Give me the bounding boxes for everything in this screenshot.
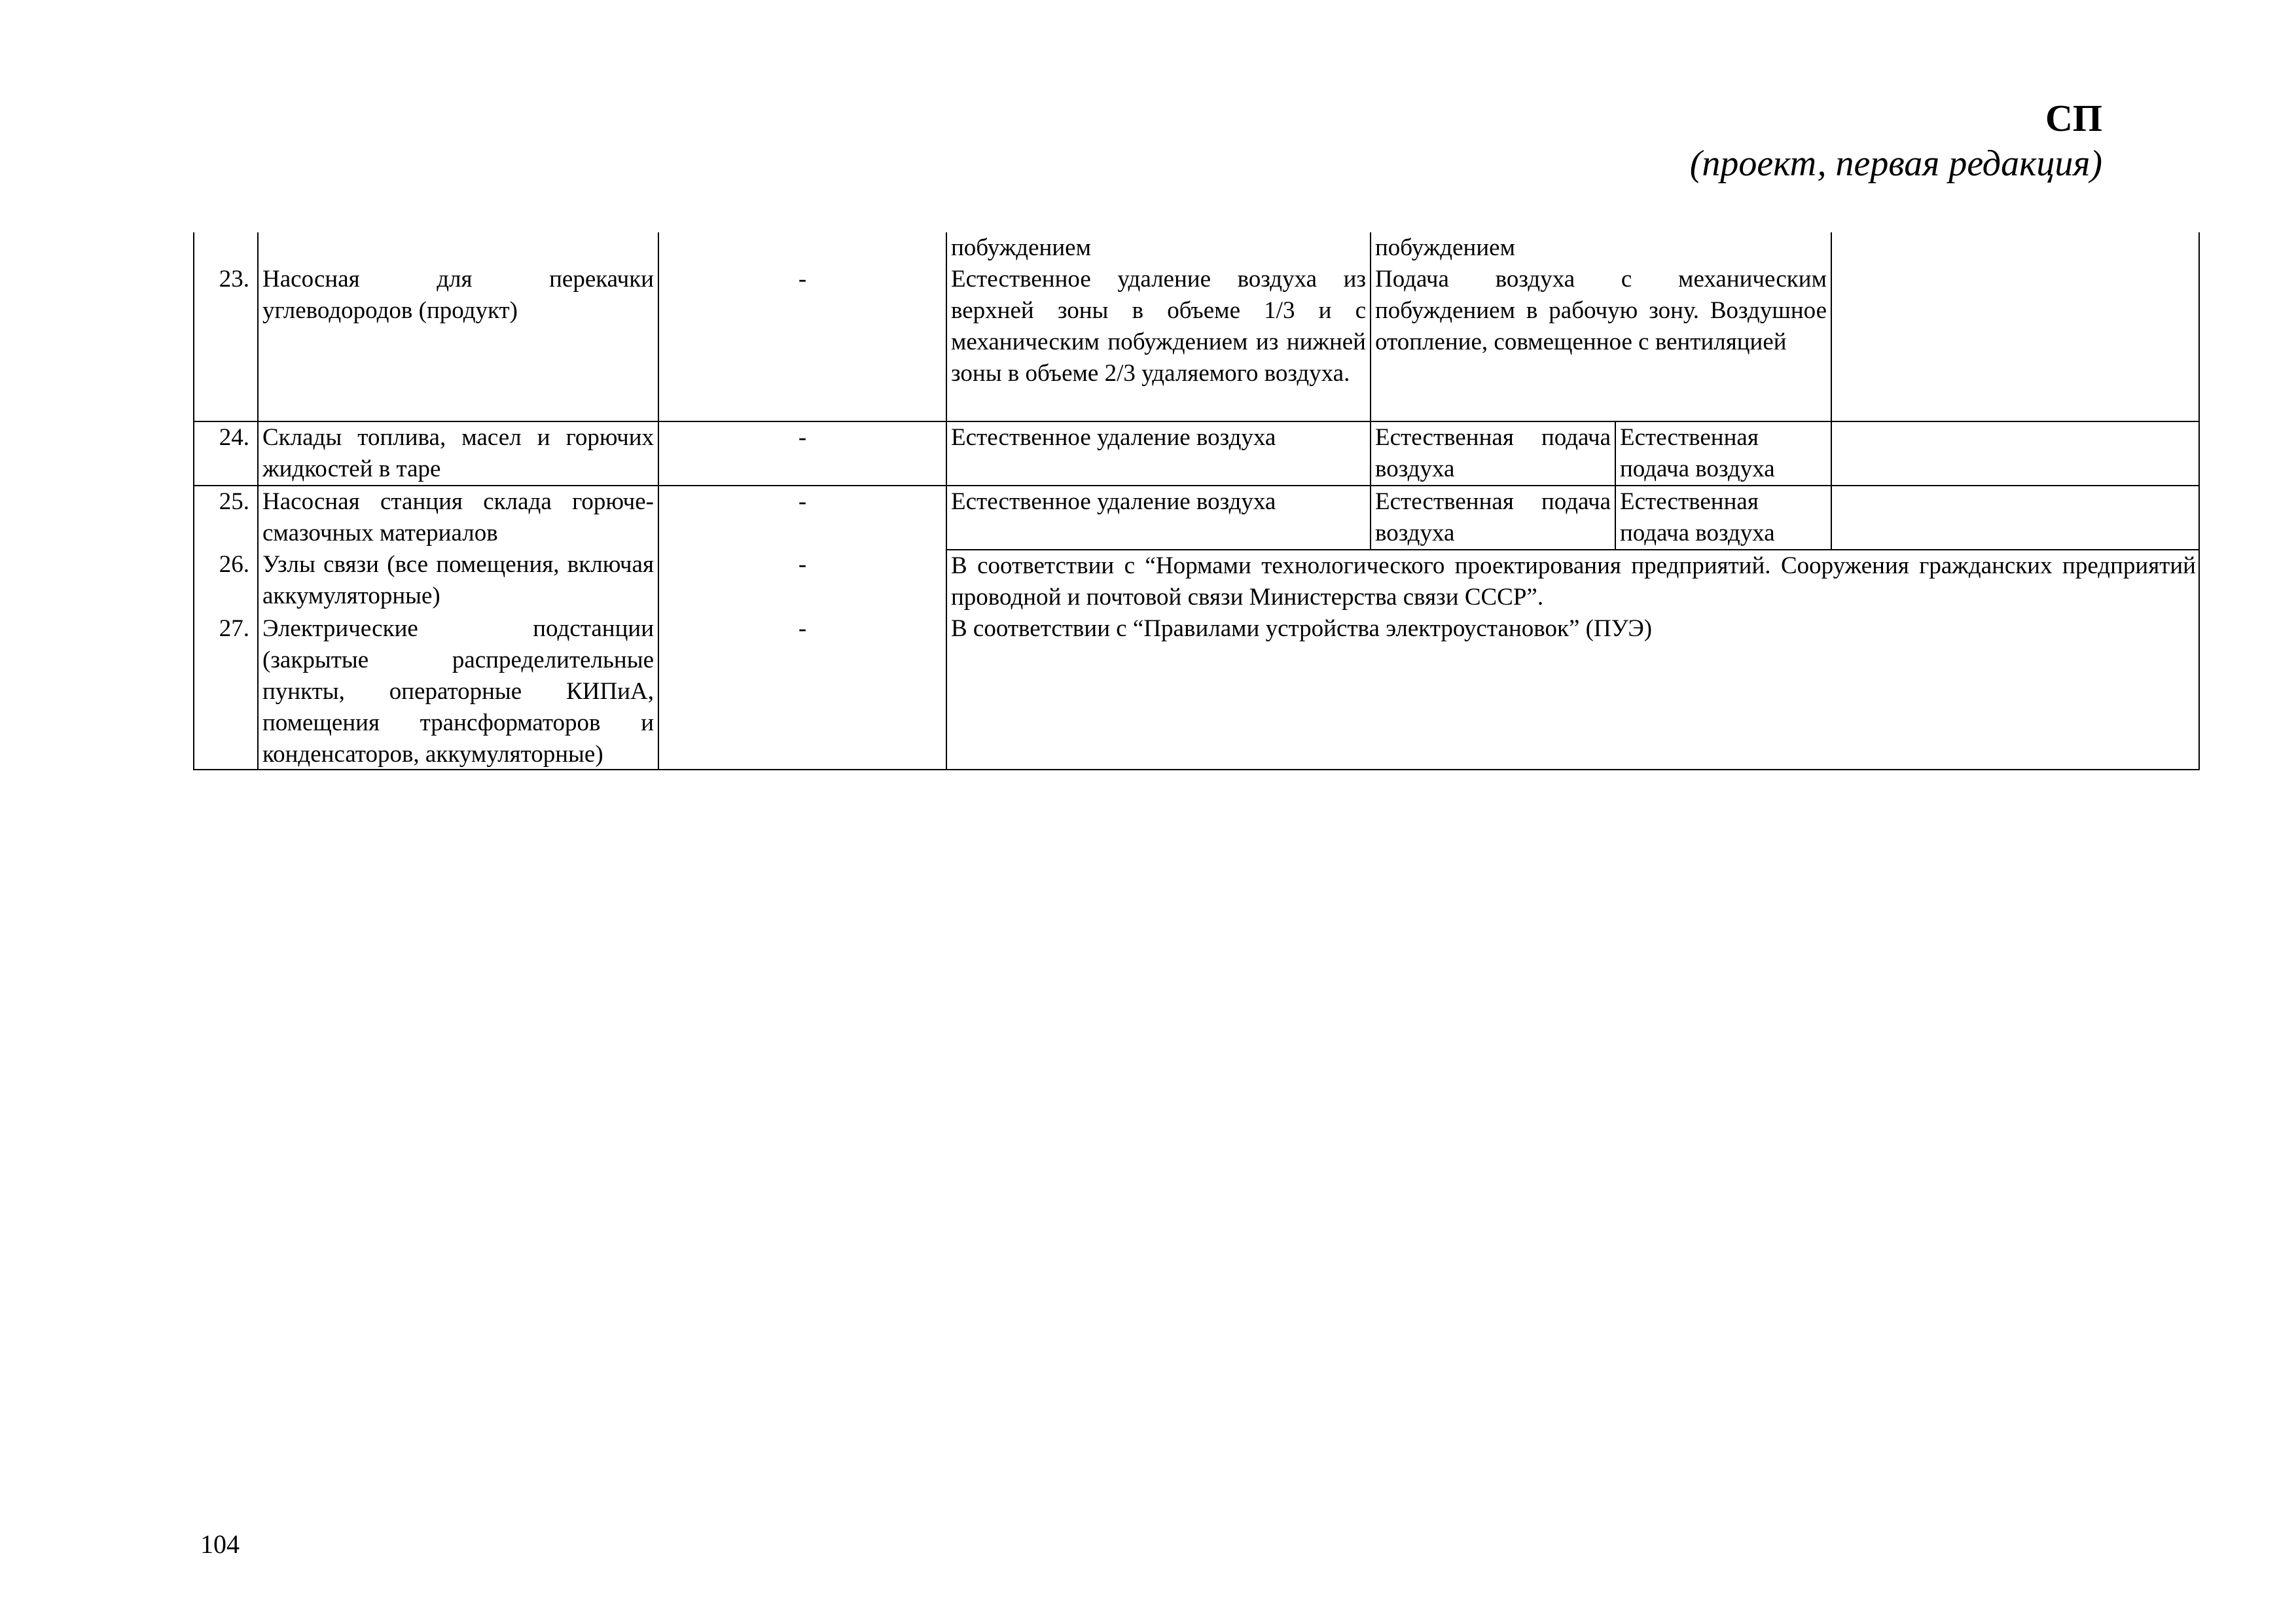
exhaust-cell: Естественное удаление воздуха [947, 422, 1371, 485]
table-row [193, 485, 2200, 549]
inflow-cell-a: Естественная подача воздуха [1371, 486, 1616, 549]
category: - [659, 422, 947, 485]
room-name: Склады топлива, масел и горючих жидкостей в таре [259, 422, 659, 485]
table-row [193, 613, 2200, 770]
room-name: Насосная для перекачки углеводородов (продукт) [259, 232, 659, 421]
exhaust-cell: Естественное удаление воздуха [947, 486, 1371, 549]
category: - [659, 613, 947, 770]
row-number: 24. [193, 422, 259, 485]
note-cell [1832, 486, 2200, 549]
row-number: 27. [193, 613, 259, 770]
table-row [193, 232, 2200, 421]
document-subtitle: (проект, первая редакция) [1689, 143, 2102, 184]
note-cell [1832, 422, 2200, 485]
table-row [193, 549, 2200, 613]
inflow-cell-a: Естественная подача воздуха [1371, 422, 1616, 485]
room-name: Электрические подстанции (закрытые распределительные пункты, операторные КИПиА, помещения трансформаторов и конденсаторов, аккумуляторные) [259, 613, 659, 770]
inflow-cell-b: Естественная подача воздуха [1616, 422, 1832, 485]
note-cell [1832, 232, 2200, 421]
ventilation-table [193, 232, 2200, 770]
exhaust-cell: побуждением Естественное удаление воздуха из верхней зоны в объеме 1/3 и с механическим побуждением из нижней зоны в объеме 2/3 удаляемого воздуха. [947, 232, 1371, 421]
document-code: СП [2045, 97, 2102, 139]
merged-requirement: В соответствии с “Правилами устройства электроустановок” (ПУЭ) [951, 615, 1653, 642]
room-name: Насосная станция склада горюче-смазочных материалов [259, 486, 659, 549]
row-number: 25. [193, 486, 259, 549]
inflow-cell: побуждением Подача воздуха с механическим побуждением в рабочую зону. Воздушное отопление, совмещенное с вентиляцией [1371, 232, 1832, 421]
category: - [659, 486, 947, 549]
row-number: 26. [193, 549, 259, 613]
room-name: Узлы связи (все помещения, включая аккумуляторные) [259, 549, 659, 613]
category: - [659, 549, 947, 613]
page-number: 104 [200, 1529, 240, 1559]
category: - [659, 232, 947, 421]
merged-requirement: В соответствии с “Нормами технологического проектирования предприятий. Сооружения гражданских предприятий проводной и почтовой связи Министерства связи СССР”. [947, 549, 2200, 613]
table-row [193, 421, 2200, 485]
inflow-cell-b: Естественная подача воздуха [1616, 486, 1832, 549]
row-number: 23. [193, 232, 259, 421]
